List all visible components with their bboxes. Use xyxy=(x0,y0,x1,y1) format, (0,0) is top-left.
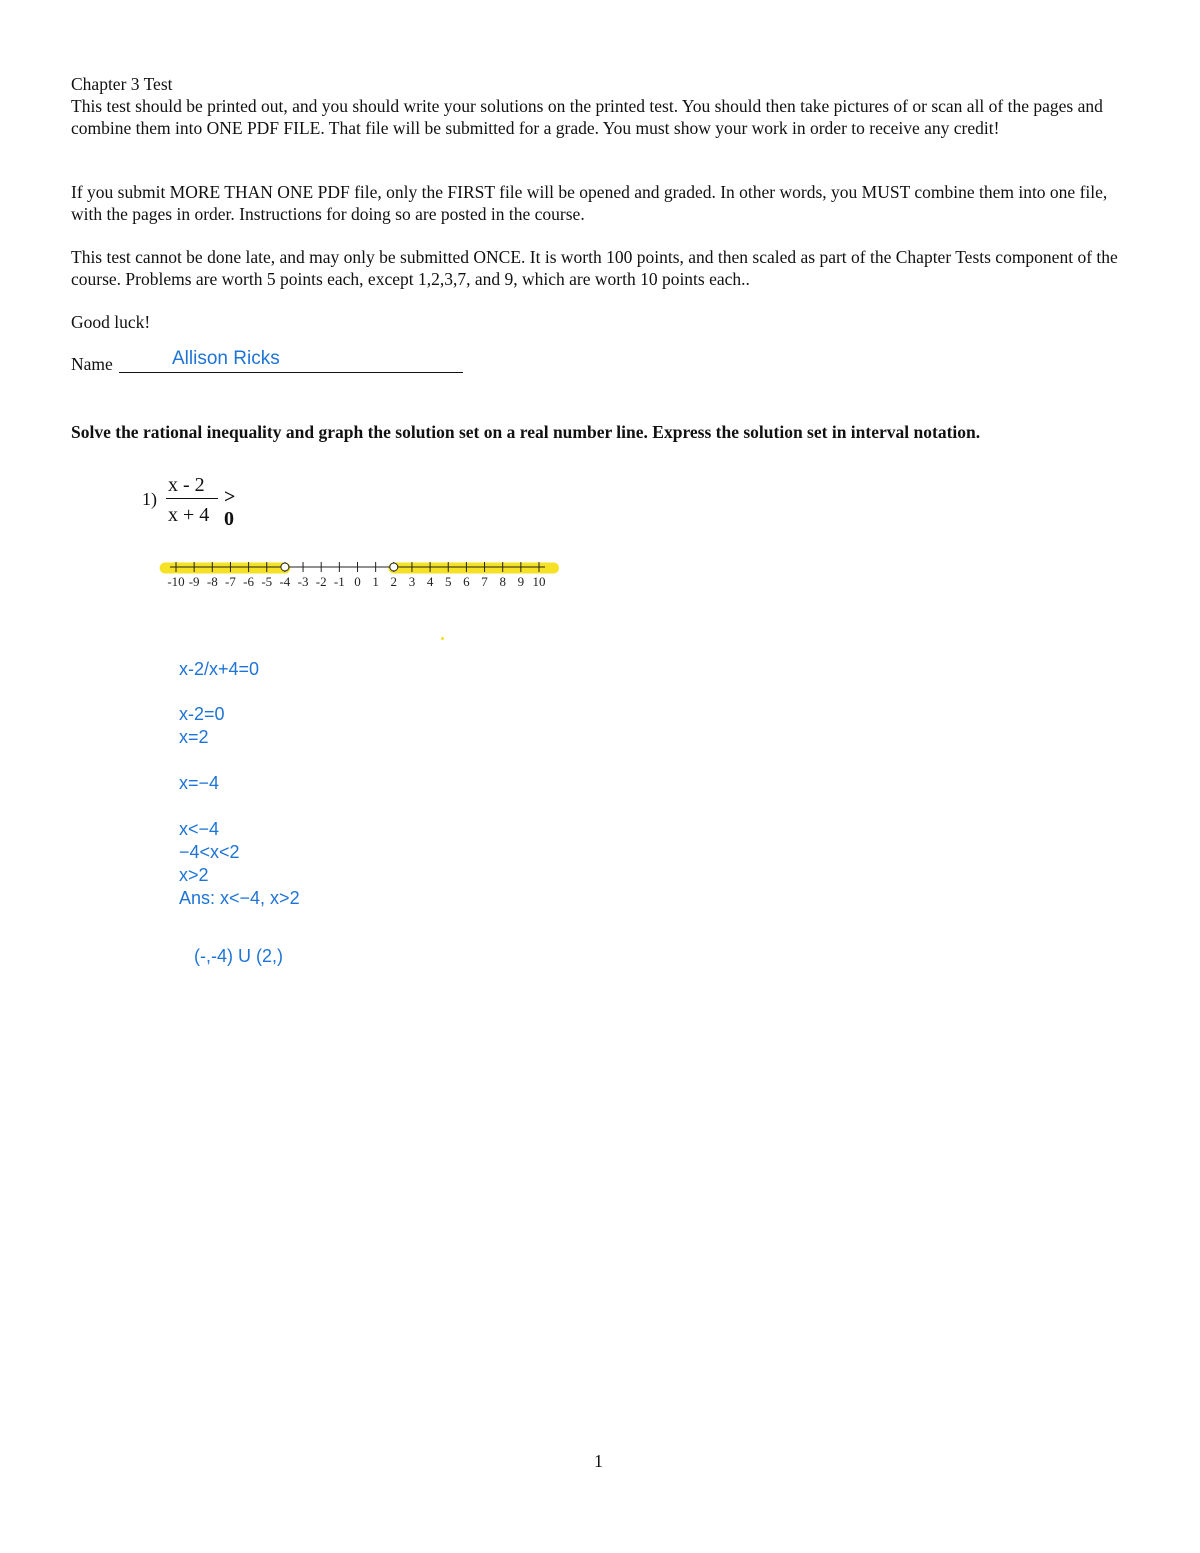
work-line-7: x>2 xyxy=(179,865,209,885)
interval-notation-answer: (-,-4) U (2,) xyxy=(194,946,283,966)
name-label: Name xyxy=(71,354,113,374)
tick-label: 5 xyxy=(445,574,452,589)
open-endpoint xyxy=(390,563,398,571)
open-endpoint xyxy=(281,563,289,571)
work-line-6: −4<x<2 xyxy=(179,842,240,862)
instructions-paragraph-1: This test should be printed out, and you should write your solutions on the printed test. You should then take pictures of or scan all of the pages and combine them into ONE PDF FILE. That file will be submitted for a grade. You must show your work in order to receive any credit! xyxy=(71,96,1103,138)
problem-number: 1) xyxy=(142,489,157,509)
tick-label: -10 xyxy=(167,574,185,589)
student-name: Allison Ricks xyxy=(172,348,280,369)
tick-label: -7 xyxy=(225,574,236,589)
name-underline xyxy=(119,372,463,373)
tick-label: -5 xyxy=(261,574,273,589)
tick-label: -9 xyxy=(188,574,200,589)
instructions-paragraph-3: This test cannot be done late, and may only be submitted ONCE. It is worth 100 points, and then scaled as part of the Chapter Tests component of the course. Problems are worth 5 points each, except 1,2,3,7, and 9, which are worth 10 points each.. xyxy=(71,247,1118,289)
tick-label: 3 xyxy=(408,574,416,589)
section-directions: Solve the rational inequality and graph the solution set on a real number line. Express the solution set in interval notation. xyxy=(71,422,981,442)
tick-label: 2 xyxy=(390,574,398,589)
tick-label: 8 xyxy=(499,574,506,589)
tick-label: 6 xyxy=(463,574,470,589)
work-line-2: x-2=0 xyxy=(179,704,225,724)
number-line xyxy=(150,548,570,598)
tick-label: -4 xyxy=(279,574,291,589)
instructions-paragraph-2: If you submit MORE THAN ONE PDF file, only the FIRST file will be opened and graded. In other words, you MUST combine them into one file, with the pages in order. Instructions for doing so are posted in the course. xyxy=(71,182,1108,224)
tick-label: -2 xyxy=(315,574,327,589)
tick-label: 9 xyxy=(517,574,525,589)
test-title: Chapter 3 Test xyxy=(71,74,173,94)
work-line-4: x=−4 xyxy=(179,773,220,793)
tick-label: -1 xyxy=(333,574,345,589)
tick-label: 0 xyxy=(354,574,361,589)
work-line-3: x=2 xyxy=(179,727,209,747)
tick-label: 7 xyxy=(481,574,488,589)
tick-label: 4 xyxy=(426,574,434,589)
fraction-denominator: x + 4 xyxy=(168,504,210,526)
fraction-bar xyxy=(166,498,218,499)
tick-label: -3 xyxy=(297,574,309,589)
highlighter-dot xyxy=(441,637,444,640)
fraction-numerator: x - 2 xyxy=(168,474,205,496)
tick-label: -6 xyxy=(243,574,255,589)
work-line-1: x-2/x+4=0 xyxy=(179,659,260,679)
tick-label: 10 xyxy=(532,574,546,589)
inequality-relation: > 0 xyxy=(224,486,236,530)
work-answer: Ans: x<−4, x>2 xyxy=(179,888,300,908)
work-line-5: x<−4 xyxy=(179,819,220,839)
tick-label: -8 xyxy=(206,574,218,589)
tick-label: 1 xyxy=(372,574,379,589)
good-luck: Good luck! xyxy=(71,312,151,332)
page-number: 1 xyxy=(594,1451,603,1471)
